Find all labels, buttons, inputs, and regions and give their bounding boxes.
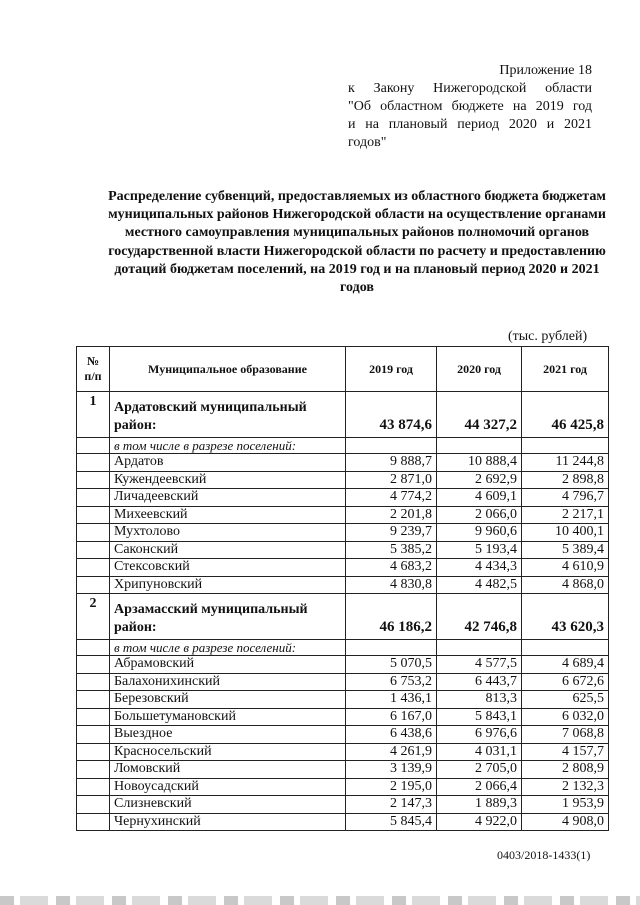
empty-cell: [77, 576, 110, 594]
settlement-row: [77, 708, 609, 726]
empty-cell: [522, 640, 609, 656]
settlement-row: [77, 471, 609, 489]
value-2019: 5 070,5: [346, 656, 437, 674]
value-2021: 1 953,9: [522, 796, 609, 814]
empty-cell: [77, 743, 110, 761]
col-header-municipality: Муниципальное образование: [110, 347, 346, 392]
settlement-name: Выездное: [110, 726, 346, 744]
appendix-line: Приложение 18: [499, 63, 592, 78]
settlement-name: Михеевский: [110, 506, 346, 524]
value-2020: 4 031,1: [437, 743, 522, 761]
units-label: (тыс. рублей): [508, 329, 588, 344]
value-2020: 1 889,3: [437, 796, 522, 814]
settlement-row: [77, 726, 609, 744]
value-2020: 813,3: [437, 691, 522, 709]
value-2021: 5 389,4: [522, 541, 609, 559]
empty-cell: [437, 438, 522, 454]
value-2020: 4 609,1: [437, 489, 522, 507]
settlement-row: [77, 778, 609, 796]
settlement-row: [77, 743, 609, 761]
value-2019: 1 436,1: [346, 691, 437, 709]
settlement-name: Кужендеевский: [110, 471, 346, 489]
settlement-name: Красносельский: [110, 743, 346, 761]
value-2020: 4 482,5: [437, 576, 522, 594]
settlement-name: Березовский: [110, 691, 346, 709]
value-2019: 2 147,3: [346, 796, 437, 814]
value-2020: 4 577,5: [437, 656, 522, 674]
value-2021: 4 157,7: [522, 743, 609, 761]
empty-cell: [77, 691, 110, 709]
value-2019: 4 261,9: [346, 743, 437, 761]
settlement-row: [77, 691, 609, 709]
value-2019: 3 139,9: [346, 761, 437, 779]
settlements-subheader-row: [77, 640, 609, 656]
value-2019: 9 239,7: [346, 524, 437, 542]
appendix-line: годов": [348, 135, 387, 150]
settlement-name: Новоусадский: [110, 778, 346, 796]
value-2021: 4 610,9: [522, 559, 609, 577]
settlement-row: [77, 559, 609, 577]
row-number: 1: [77, 392, 110, 438]
empty-cell: [77, 559, 110, 577]
value-2021: 2 217,1: [522, 506, 609, 524]
district-row: [77, 392, 609, 438]
value-2021: 2 898,8: [522, 471, 609, 489]
row-number: 2: [77, 594, 110, 640]
settlement-row: [77, 541, 609, 559]
settlement-name: Балахонихинский: [110, 673, 346, 691]
settlement-name: Личадеевский: [110, 489, 346, 507]
value-2021: 2 132,3: [522, 778, 609, 796]
settlement-row: [77, 761, 609, 779]
value-2021: 11 244,8: [522, 454, 609, 472]
value-2019: 2 871,0: [346, 471, 437, 489]
empty-cell: [77, 541, 110, 559]
settlement-name: Большетумановский: [110, 708, 346, 726]
settlement-name: Хрипуновский: [110, 576, 346, 594]
value-2020: 5 843,1: [437, 708, 522, 726]
value-2021: 6 032,0: [522, 708, 609, 726]
value-2020: 4 434,3: [437, 559, 522, 577]
value-2020: 2 692,9: [437, 471, 522, 489]
settlement-row: [77, 489, 609, 507]
empty-cell: [346, 640, 437, 656]
value-2021: 4 689,4: [522, 656, 609, 674]
settlement-row: [77, 673, 609, 691]
value-2021: 10 400,1: [522, 524, 609, 542]
empty-cell: [77, 726, 110, 744]
settlement-row: [77, 656, 609, 674]
value-2020: 4 922,0: [437, 813, 522, 831]
value-2021: 43 620,3: [522, 594, 609, 640]
empty-cell: [77, 454, 110, 472]
value-2021: 6 672,6: [522, 673, 609, 691]
value-2021: 4 796,7: [522, 489, 609, 507]
empty-cell: [346, 438, 437, 454]
district-name: Арзамасский муниципальный район:: [110, 594, 346, 640]
value-2019: 4 774,2: [346, 489, 437, 507]
empty-cell: [77, 471, 110, 489]
settlement-name: Абрамовский: [110, 656, 346, 674]
value-2020: 2 705,0: [437, 761, 522, 779]
appendix-line: и на плановый период 2020 и 2021: [348, 117, 592, 132]
settlement-row: [77, 454, 609, 472]
empty-cell: [77, 656, 110, 674]
settlement-row: [77, 813, 609, 831]
value-2021: 2 808,9: [522, 761, 609, 779]
settlement-name: Ломовский: [110, 761, 346, 779]
district-row: [77, 594, 609, 640]
value-2021: 625,5: [522, 691, 609, 709]
value-2019: 5 385,2: [346, 541, 437, 559]
settlement-name: Слизневский: [110, 796, 346, 814]
settlements-subheader: в том числе в разрезе поселений:: [110, 640, 346, 656]
value-2021: 4 868,0: [522, 576, 609, 594]
value-2020: 5 193,4: [437, 541, 522, 559]
document-title: Распределение субвенций, предоставляемых из областного бюджета бюджетам муниципальных районов Нижегородской области на осуществление органами местного самоуправления муниципальных районов полномочий органов государственной власти Нижегородской области по расчету и предоставлению дотаций бюджетам поселений, на 2019 год и на плановый период 2020 и 2021 годов: [108, 189, 606, 296]
settlement-name: Ардатов: [110, 454, 346, 472]
settlement-name: Саконский: [110, 541, 346, 559]
value-2020: 2 066,4: [437, 778, 522, 796]
empty-cell: [77, 524, 110, 542]
settlement-row: [77, 796, 609, 814]
empty-cell: [77, 796, 110, 814]
empty-cell: [437, 640, 522, 656]
value-2019: 43 874,6: [346, 392, 437, 438]
document-code: 0403/2018-1433(1): [497, 848, 591, 862]
empty-cell: [77, 761, 110, 779]
value-2020: 10 888,4: [437, 454, 522, 472]
subsidy-table: [76, 346, 609, 831]
appendix-note: [348, 62, 592, 152]
value-2019: 2 201,8: [346, 506, 437, 524]
empty-cell: [522, 438, 609, 454]
settlement-row: [77, 506, 609, 524]
value-2020: 2 066,0: [437, 506, 522, 524]
empty-cell: [77, 813, 110, 831]
settlements-subheader: в том числе в разрезе поселений:: [110, 438, 346, 454]
value-2020: 44 327,2: [437, 392, 522, 438]
empty-cell: [77, 489, 110, 507]
value-2020: 6 976,6: [437, 726, 522, 744]
col-header-2019: 2019 год: [346, 347, 437, 392]
col-header-2020: 2020 год: [437, 347, 522, 392]
value-2020: 9 960,6: [437, 524, 522, 542]
col-header-number: № п/п: [77, 347, 110, 392]
settlement-row: [77, 524, 609, 542]
table-header-row: [77, 347, 609, 392]
scan-edge: [0, 896, 640, 905]
value-2019: 2 195,0: [346, 778, 437, 796]
empty-cell: [77, 673, 110, 691]
settlement-row: [77, 576, 609, 594]
empty-cell: [77, 708, 110, 726]
value-2021: 46 425,8: [522, 392, 609, 438]
value-2021: 7 068,8: [522, 726, 609, 744]
empty-cell: [77, 506, 110, 524]
value-2019: 6 167,0: [346, 708, 437, 726]
value-2019: 9 888,7: [346, 454, 437, 472]
value-2019: 5 845,4: [346, 813, 437, 831]
empty-cell: [77, 778, 110, 796]
settlements-subheader-row: [77, 438, 609, 454]
value-2019: 46 186,2: [346, 594, 437, 640]
district-name: Ардатовский муниципальный район:: [110, 392, 346, 438]
value-2019: 4 683,2: [346, 559, 437, 577]
value-2019: 6 438,6: [346, 726, 437, 744]
empty-cell: [77, 640, 110, 656]
value-2019: 6 753,2: [346, 673, 437, 691]
appendix-line: "Об областном бюджете на 2019 год: [348, 99, 592, 114]
empty-cell: [77, 438, 110, 454]
value-2020: 6 443,7: [437, 673, 522, 691]
col-header-2021: 2021 год: [522, 347, 609, 392]
value-2020: 42 746,8: [437, 594, 522, 640]
settlement-name: Мухтолово: [110, 524, 346, 542]
settlement-name: Чернухинский: [110, 813, 346, 831]
value-2021: 4 908,0: [522, 813, 609, 831]
appendix-line: к Закону Нижегородской области: [348, 81, 592, 96]
value-2019: 4 830,8: [346, 576, 437, 594]
settlement-name: Стексовский: [110, 559, 346, 577]
table-body: [77, 392, 609, 831]
